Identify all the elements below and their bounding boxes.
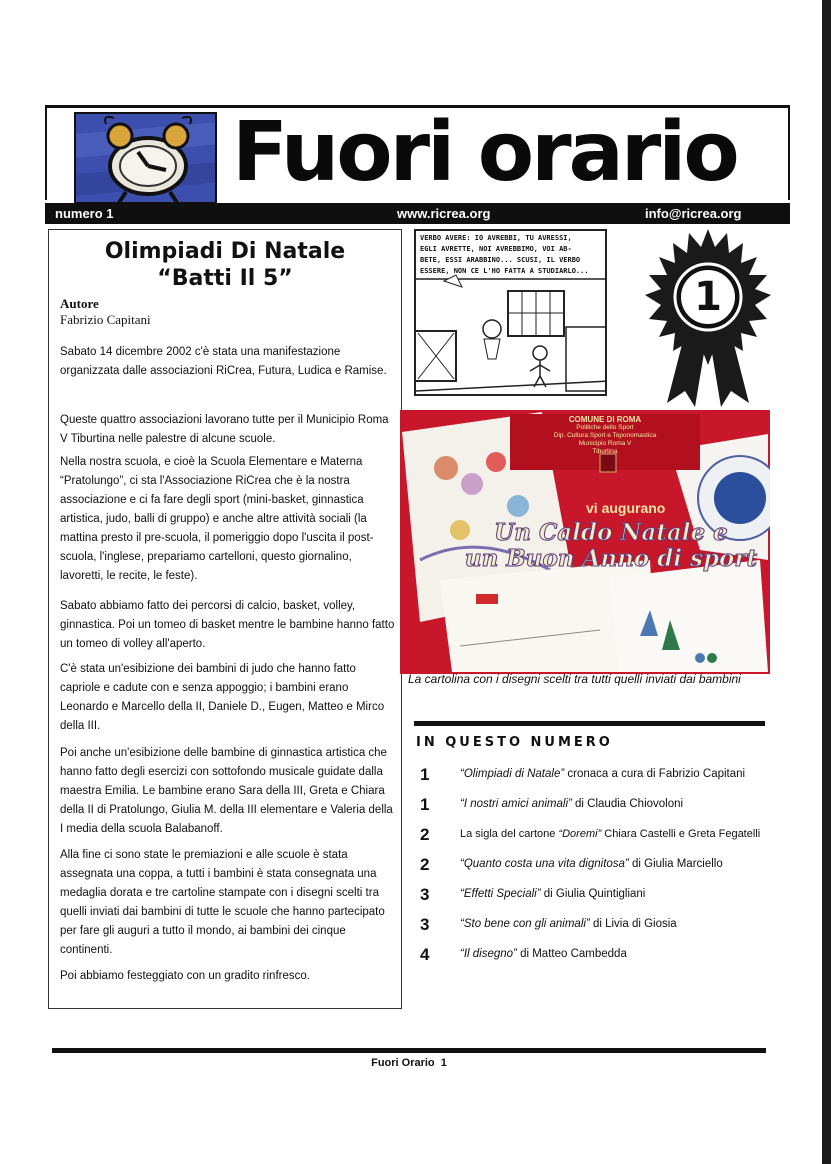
article-paragraph: Nella nostra scuola, e cioè la Scuola Elementare e Materna “Pratolungo”, ci sta l'Associazione RiCrea che è la nostra associazione e ci fa fare degli sport (mini-basket, ginnastica artistica, judo, balli di gruppo) e anche altre attività sociali (la mattina presto il pre-scuola, il pomeriggio dopo l'uscita il post-scuola, l'inglese, prepariamo cartelloni, questo giornalino, lavoretti, le recite, le feste). xyxy=(60,456,374,582)
card-header-line: Tiburtina xyxy=(592,448,618,455)
toc-rest: di Giulia Quintigliani xyxy=(540,888,646,900)
footer-rule xyxy=(52,1048,766,1053)
toc-title: “Il disegno” xyxy=(460,948,517,960)
toc-title: “Quanto costa una vita dignitosa” xyxy=(460,858,629,870)
alarm-clock-logo xyxy=(74,112,217,204)
toc-page-number: 1 xyxy=(420,765,430,784)
classroom-drawing xyxy=(416,231,607,396)
alarm-clock-icon xyxy=(76,114,217,204)
toc-rest: di Matteo Cambedda xyxy=(516,948,627,960)
toc-page-number: 1 xyxy=(420,795,430,814)
comic-line: EGLI AVRETTE, NOI AVREBBIMO, VOI AB- xyxy=(420,245,572,253)
card-greeting xyxy=(456,520,766,572)
article-paragraph: C'è stata un'esibizione dei bambini di judo che hanno fatto capriole e cadute con e senza appoggio; i bambini erano Leonardo e Marcello della II, Daniele D., Eugen, Matteo e Mirco della III. xyxy=(60,663,385,732)
article-paragraph: Poi abbiamo festeggiato con un gradito rinfresco. xyxy=(60,970,310,982)
toc-rest: cronaca a cura di Fabrizio Capitani xyxy=(564,768,746,780)
toc-entry[interactable] xyxy=(460,918,780,930)
toc-entry[interactable] xyxy=(460,948,780,960)
article-paragraph: Queste quattro associazioni lavorano tutte per il Municipio Roma V Tiburtina nelle palestre di alcune scuole. xyxy=(60,414,389,445)
comic-line: VERBO AVERE: IO AVREBBI, TU AVRESSI, xyxy=(420,234,572,242)
photo-caption: La cartolina con i disegni scelti tra tutti quelli inviati dai bambini xyxy=(408,672,741,686)
card-greeting-line: Un Caldo Natale e xyxy=(494,519,728,546)
article-title-line1: Olimpiadi Di Natale xyxy=(104,239,346,264)
toc-rest: di Giulia Marciello xyxy=(628,858,723,870)
website-link[interactable]: www.ricrea.org xyxy=(397,206,491,221)
toc-rest: di Livia di Giosia xyxy=(589,918,677,930)
masthead-info-bar xyxy=(45,203,790,224)
contents-heading: IN QUESTO NUMERO xyxy=(416,735,613,750)
ribbon-number: 1 xyxy=(694,274,722,320)
masthead-title: Fuori orario xyxy=(232,105,737,200)
toc-page-number: 3 xyxy=(420,915,430,934)
email-link[interactable]: info@ricrea.org xyxy=(645,206,742,221)
article-paragraph: Sabato 14 dicembre 2002 c'è stata una manifestazione organizzata dalle associazioni RiCrea, Futura, Ludica e Ramise. xyxy=(60,346,387,377)
card-augurano: vi augurano xyxy=(586,500,666,516)
issue-number: numero 1 xyxy=(55,206,114,221)
contents-rule xyxy=(414,721,765,726)
toc-title: “I nostri amici animali” xyxy=(460,798,572,810)
footer-text: Fuori Orario 1 xyxy=(371,1057,447,1069)
toc-entry[interactable] xyxy=(460,858,780,870)
toc-page-number: 3 xyxy=(420,885,430,904)
article-paragraph: Poi anche un'esibizione delle bambine di ginnastica artistica che hanno fatto degli esercizi con sottofondo musicale guidate dalla maestra Emilia. Le bambine erano Sara della III, Greta e Chiara della II di Pratolungo, Giulia M. della III elementare e Valeria della I media della scuola Balabanoff. xyxy=(60,747,393,835)
toc-page-number: 2 xyxy=(420,825,430,844)
toc-title: “Sto bene con gli animali” xyxy=(460,918,590,930)
article-title-line2: “Batti Il 5” xyxy=(157,266,293,291)
toc-rest: Chiara Castelli e Greta Fegatelli xyxy=(601,828,761,840)
page-edge xyxy=(822,0,831,1164)
number-one-ribbon xyxy=(643,225,773,410)
card-header-line: Politiche dello Sport xyxy=(576,424,634,431)
toc-entry[interactable] xyxy=(460,888,780,900)
article-title xyxy=(48,238,402,292)
toc-rest: di Claudia Chiovoloni xyxy=(571,798,684,810)
toc-entry[interactable] xyxy=(460,798,780,810)
author-label: Autore xyxy=(60,296,99,311)
toc-prefix: La sigla del cartone xyxy=(460,828,559,840)
toc-title: “Effetti Speciali” xyxy=(460,888,541,900)
comic-line: BETE, ESSI ARABBINO... SCUSI, IL VERBO xyxy=(420,256,581,264)
comic-line: ESSERE, NON CE L'HO FATTA A STUDIARLO... xyxy=(420,267,589,275)
card-header xyxy=(512,416,698,456)
card-header-line: Dip. Cultura Sport e Toponomastica xyxy=(553,432,657,439)
article-paragraph: Sabato abbiamo fatto dei percorsi di calcio, basket, volley, ginnastica. Poi un tomeo di basket mentre le bambine hanno fatto un tomeo di volley all'aperto. xyxy=(60,600,395,650)
christmas-card-photo xyxy=(400,410,770,674)
toc-title: “Olimpiadi di Natale” xyxy=(460,768,565,780)
toc-title: “Doremi” xyxy=(558,828,602,840)
author-name: Fabrizio Capitani xyxy=(60,312,151,327)
toc-page-number: 4 xyxy=(420,945,430,964)
article-paragraph: Alla fine ci sono state le premiazioni e alle scuole è stata assegnata una coppa, a tutti i bambini è stata consegnata una medaglia dorata e tre cartoline stampate con i disegni scelti tra quelli inviati dai bambini di tutte le scuole che hanno partecipato per fare gli auguri a tutto il mondo, ai bambini dei cinque continenti. xyxy=(60,849,385,956)
comic-strip xyxy=(414,229,607,396)
toc-entry[interactable] xyxy=(460,768,780,780)
card-greeting-line: un Buon Anno di sport xyxy=(464,545,758,572)
card-header-line: COMUNE DI ROMA xyxy=(568,415,642,424)
card-header-line: Municipio Roma V xyxy=(578,440,632,447)
toc-entry[interactable] xyxy=(460,828,780,840)
toc-page-number: 2 xyxy=(420,855,430,874)
